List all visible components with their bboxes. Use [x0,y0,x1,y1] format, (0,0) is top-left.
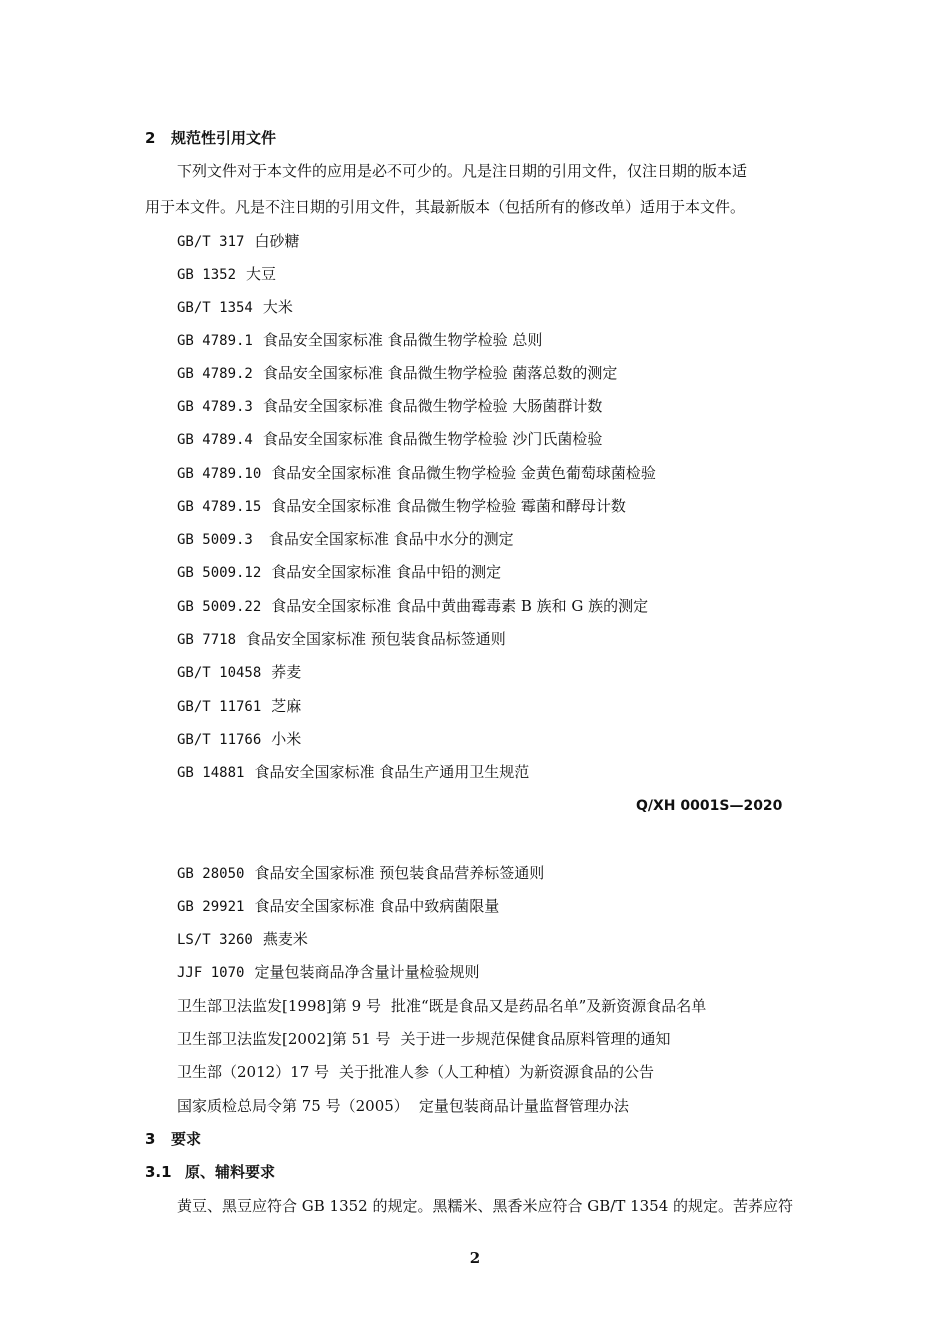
reference-title: 食品安全国家标准 预包装食品营养标签通则 [254,864,545,882]
reference-code: 卫生部卫法监发[2002]第 51 号 [177,1030,391,1048]
reference-title: 食品安全国家标准 食品中黄曲霉毒素 B 族和 G 族的测定 [271,597,649,615]
reference-item [177,696,301,717]
reference-code: GB 4789.2 [177,366,253,382]
reference-title: 食品安全国家标准 食品中铅的测定 [271,563,502,581]
reference-item [177,463,656,484]
reference-item [177,396,602,417]
section-number: 2 [145,129,156,147]
reference-code: 卫生部（2012）17 号 [177,1063,330,1081]
reference-code: GB/T 11761 [177,699,262,715]
reference-title: 食品安全国家标准 食品中致病菌限量 [254,897,500,915]
subsection-number: 3.1 [145,1163,172,1181]
reference-item [177,896,499,917]
reference-item [177,264,276,285]
reference-title: 食品安全国家标准 食品微生物学检验 大肠菌群计数 [262,397,603,415]
subsection-title: 原、辅料要求 [185,1163,276,1181]
reference-item [177,529,514,550]
reference-code: GB 4789.1 [177,333,253,349]
reference-code: GB/T 10458 [177,665,262,681]
reference-code: GB 4789.10 [177,466,262,482]
reference-title: 食品安全国家标准 食品生产通用卫生规范 [254,763,530,781]
reference-code: GB 1352 [177,267,237,283]
reference-title: 食品安全国家标准 食品微生物学检验 总则 [262,331,543,349]
reference-item [177,762,529,783]
reference-item [177,729,301,750]
reference-item [177,1029,671,1049]
reference-code: GB 5009.22 [177,599,262,615]
page-number: 2 [469,1249,481,1267]
reference-code: JJF 1070 [177,965,245,981]
reference-code: GB 28050 [177,866,245,882]
reference-item [177,863,544,884]
section-3-heading [145,1129,201,1149]
reference-title: 关于批准人参（人工种植）为新资源食品的公告 [339,1063,655,1081]
reference-code: GB/T 11766 [177,732,262,748]
reference-code: GB 5009.3 [177,532,253,548]
reference-item [177,629,506,650]
reference-code: GB/T 317 [177,234,245,250]
reference-item [177,297,293,318]
reference-item [177,562,501,583]
reference-code: GB 5009.12 [177,565,262,581]
reference-code: 国家质检总局令第 75 号（2005） [177,1097,409,1115]
reference-item [177,330,542,351]
reference-title: 食品安全国家标准 食品微生物学检验 霉菌和酵母计数 [271,497,626,515]
section-title: 要求 [171,1130,202,1148]
reference-title: 荞麦 [271,663,302,681]
reference-item [177,596,648,617]
reference-title: 定量包装商品计量监督管理办法 [418,1097,629,1115]
intro-paragraph-line-2: 用于本文件。凡是不注日期的引用文件，其最新版本（包括所有的修改单）适用于本文件。 [145,198,746,216]
reference-code: LS/T 3260 [177,932,253,948]
reference-item [177,1096,629,1116]
reference-code: GB 4789.3 [177,399,253,415]
subsection-3-1-heading [145,1162,275,1182]
standard-id: Q/XH 0001S—2020 [636,798,783,814]
reference-item [177,662,301,683]
section-number: 3 [145,1130,156,1148]
reference-code: GB 7718 [177,632,237,648]
reference-item [177,231,299,252]
reference-title: 食品安全国家标准 食品微生物学检验 菌落总数的测定 [262,364,618,382]
reference-item [177,429,602,450]
reference-title: 食品安全国家标准 预包装食品标签通则 [246,630,506,648]
reference-title: 食品安全国家标准 食品微生物学检验 金黄色葡萄球菌检验 [271,464,656,482]
reference-title: 定量包装商品净含量计量检验规则 [254,963,480,981]
reference-title: 燕麦米 [262,930,308,948]
reference-title: 芝麻 [271,697,302,715]
requirements-paragraph-line-1: 黄豆、黑豆应符合 GB 1352 的规定。黑糯米、黑香米应符合 GB/T 1354 的规定。苦荞应符 [177,1197,794,1215]
reference-item [177,962,479,983]
reference-title: 白砂糖 [254,232,300,250]
reference-title: 批准“既是食品又是药品名单”及新资源食品名单 [390,997,707,1015]
reference-title: 大米 [262,298,293,316]
reference-title: 大豆 [246,265,277,283]
section-2-heading [145,128,276,148]
reference-title: 小米 [271,730,302,748]
reference-code: GB 14881 [177,765,245,781]
reference-item [177,996,706,1016]
reference-title: 关于进一步规范保健食品原料管理的通知 [400,1030,671,1048]
reference-code: GB 4789.4 [177,432,253,448]
reference-title: 食品安全国家标准 食品微生物学检验 沙门氏菌检验 [262,430,603,448]
reference-code: GB 29921 [177,899,245,915]
reference-item [177,1062,654,1082]
section-title: 规范性引用文件 [171,129,277,147]
reference-item [177,929,308,950]
intro-paragraph-line-1: 下列文件对于本文件的应用是必不可少的。凡是注日期的引用文件，仅注日期的版本适 [177,162,748,180]
reference-item [177,496,626,517]
reference-code: 卫生部卫法监发[1998]第 9 号 [177,997,381,1015]
reference-code: GB/T 1354 [177,300,253,316]
reference-title: 食品安全国家标准 食品中水分的测定 [268,530,514,548]
reference-code: GB 4789.15 [177,499,262,515]
reference-item [177,363,617,384]
